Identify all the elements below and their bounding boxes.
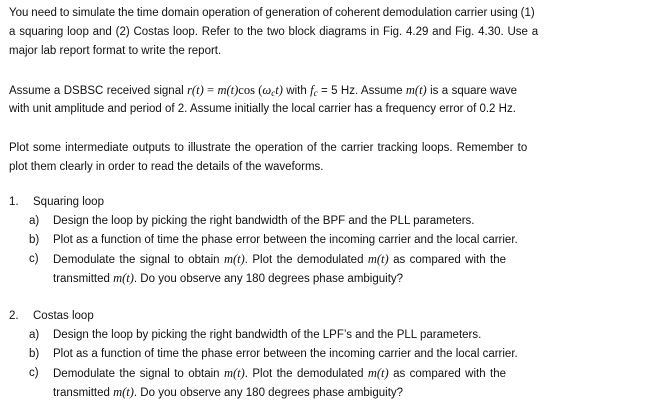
- m-t-symbol: m(t): [113, 271, 134, 285]
- plot-line-1: Plot some intermediate outputs to illustrate the operation of the carrier tracking loops. Remember to: [9, 142, 528, 154]
- item-text: Plot as a function of time the phase error between the incoming carrier and the local carrier.: [53, 348, 518, 360]
- item-text-line-1: [53, 250, 642, 270]
- item-text-line-1: [53, 364, 642, 384]
- assume-text-1: Assume a DSBSC received signal: [9, 85, 188, 97]
- m-t-symbol: m(t): [223, 252, 245, 266]
- item-label: a): [29, 215, 40, 227]
- item-text: Design the loop by picking the right bandwidth of the LPF’s and the PLL parameters.: [53, 329, 482, 341]
- omega-subscript: c: [271, 88, 276, 98]
- cos-text: cos (: [238, 83, 263, 97]
- section-title: Squaring loop: [33, 196, 104, 208]
- item-label: c): [29, 367, 39, 379]
- fc-subscript: c: [313, 88, 318, 98]
- omega-symbol: ω: [262, 83, 272, 97]
- m-t-symbol: m(t): [367, 252, 389, 266]
- m-t-symbol: m(t): [367, 366, 389, 380]
- assume-text-3: is a square wave: [426, 85, 517, 97]
- intro-line-2: a squaring loop and (2) Costas loop. Refer to the two block diagrams in Fig. 4.29 and Fig. 4.30. Use a: [9, 26, 539, 38]
- item-label: a): [29, 329, 40, 341]
- text-fragment: transmitted: [53, 387, 114, 399]
- plot-line-2: plot them clearly in order to read the details of the waveforms.: [9, 161, 324, 173]
- text-fragment: as compared with the: [388, 368, 506, 380]
- section-number: 1.: [9, 196, 19, 208]
- t-close: t): [275, 83, 283, 97]
- text-fragment: as compared with the: [388, 254, 506, 266]
- text-fragment: . Do you observe any 180 degrees phase ambiguity?: [133, 273, 404, 285]
- item-label: c): [29, 253, 39, 265]
- text-fragment: Demodulate the signal to obtain: [53, 368, 224, 380]
- text-fragment: transmitted: [53, 273, 114, 285]
- text-fragment: . Plot the demodulated: [244, 254, 368, 266]
- fc-value: = 5 Hz. Assume: [317, 85, 406, 97]
- m-t-symbol: m(t): [405, 83, 427, 97]
- intro-line-1: You need to simulate the time domain operation of generation of coherent demodulation carrier using (1): [9, 7, 535, 19]
- m-t-symbol: m(t): [113, 385, 134, 399]
- m-t-symbol: m(t): [223, 366, 245, 380]
- item-text-line-2: [53, 383, 642, 403]
- assume-text-2: with: [282, 85, 311, 97]
- item-text: Plot as a function of time the phase error between the incoming carrier and the local carrier.: [53, 234, 518, 246]
- item-label: b): [29, 234, 40, 246]
- text-fragment: Demodulate the signal to obtain: [53, 254, 224, 266]
- section-title: Costas loop: [33, 310, 94, 322]
- item-text-line-2: [53, 269, 642, 289]
- section-number: 2.: [9, 310, 19, 322]
- text-fragment: . Plot the demodulated: [244, 368, 368, 380]
- fc-symbol: f: [310, 83, 314, 97]
- item-text: Design the loop by picking the right bandwidth of the BPF and the PLL parameters.: [53, 215, 475, 227]
- intro-line-3: major lab report format to write the report.: [9, 45, 222, 57]
- signal-m-t: m(t): [217, 83, 239, 97]
- item-label: b): [29, 348, 40, 360]
- assume-line-2: with unit amplitude and period of 2. Assume initially the local carrier has a frequency error of 0.2 Hz.: [9, 103, 516, 115]
- signal-r-t: r(t): [187, 83, 204, 97]
- text-fragment: . Do you observe any 180 degrees phase ambiguity?: [133, 387, 404, 399]
- equals-sign: =: [203, 83, 218, 97]
